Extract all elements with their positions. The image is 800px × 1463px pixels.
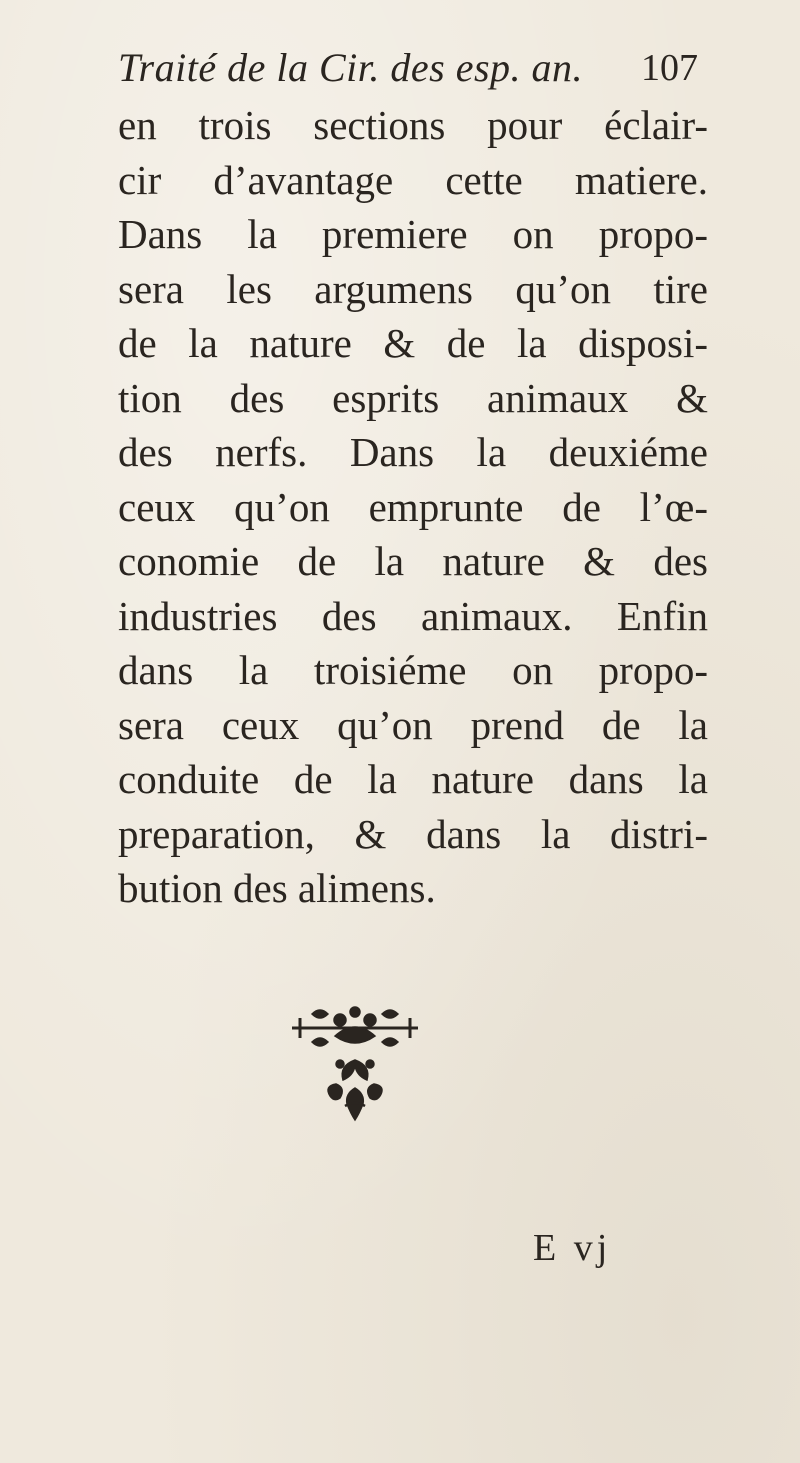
text-line: bution des alimens. bbox=[118, 865, 436, 911]
signature-mark: E vj bbox=[533, 1227, 612, 1269]
text-line: conduite de la nature dans la bbox=[118, 756, 708, 802]
text-line: tion des esprits animaux & bbox=[118, 374, 708, 421]
text-line: sera les argumens qu’on tire bbox=[118, 265, 708, 312]
running-head bbox=[118, 44, 698, 92]
fleuron-ornament-icon bbox=[290, 1000, 420, 1160]
text-line: Dans la premiere on propo- bbox=[118, 211, 708, 257]
text-line: de la nature & de la disposi- bbox=[118, 320, 708, 366]
text-line: sera ceux qu’on prend de la bbox=[118, 701, 708, 748]
text-line: des nerfs. Dans la deuxiéme bbox=[118, 429, 708, 475]
body-text bbox=[118, 98, 708, 916]
text-line: cir d’avantage cette matiere. bbox=[118, 156, 708, 203]
text-line: dans la troisiéme on propo- bbox=[118, 647, 708, 693]
running-title: Traité de la Cir. des esp. an. bbox=[118, 45, 584, 90]
text-line: conomie de la nature & des bbox=[118, 538, 708, 584]
text-line: industries des animaux. Enfin bbox=[118, 592, 708, 639]
text-line: preparation, & dans la distri- bbox=[118, 810, 708, 857]
text-line: en trois sections pour éclair- bbox=[118, 102, 708, 148]
text-line: ceux qu’on emprunte de l’œ- bbox=[118, 483, 708, 530]
page-number: 107 bbox=[641, 47, 698, 89]
